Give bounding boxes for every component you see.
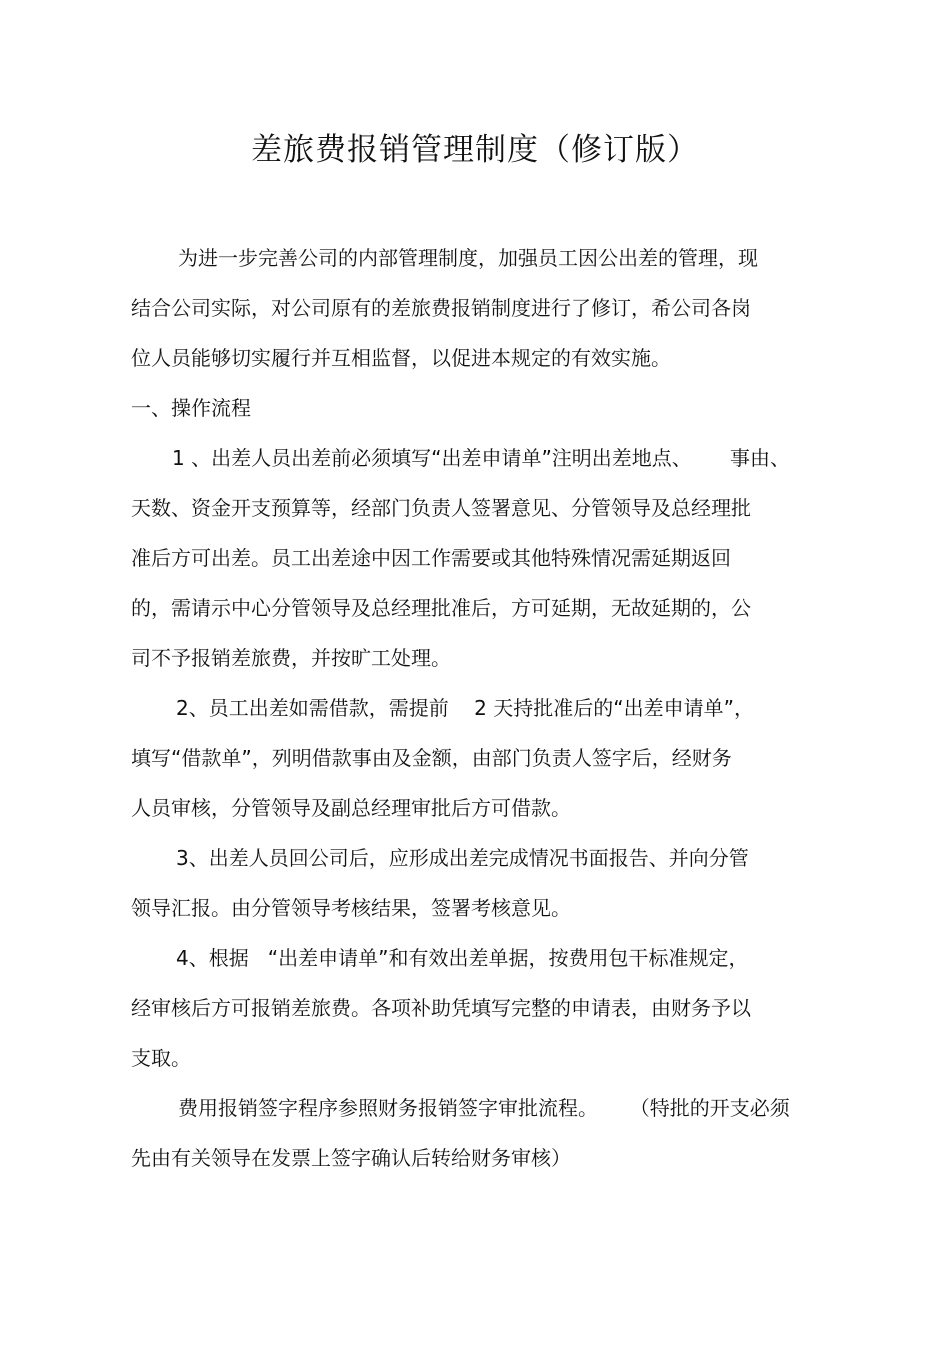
body-line: 位人员能够切实履行并互相监督，以促进本规定的有效实施。	[131, 346, 671, 370]
body-line: 领导汇报。由分管领导考核结果，签署考核意见。	[131, 896, 571, 920]
section-heading: 一、操作流程	[131, 396, 251, 420]
body-line: 1 、出差人员出差前必须填写“出差申请单”注明出差地点、 事由、	[172, 446, 790, 470]
body-line: 先由有关领导在发票上签字确认后转给财务审核）	[131, 1146, 571, 1170]
body-line: 准后方可出差。员工出差途中因工作需要或其他特殊情况需延期返回	[131, 546, 731, 570]
body-line: 2、员工出差如需借款，需提前 2 天持批准后的“出差申请单”，	[176, 696, 754, 720]
body-line: 司不予报销差旅费，并按旷工处理。	[131, 646, 451, 670]
body-line: 支取。	[131, 1046, 191, 1070]
body-line: 填写“借款单”，列明借款事由及金额，由部门负责人签字后，经财务	[131, 746, 732, 770]
body-line: 的，需请示中心分管领导及总经理批准后，方可延期，无故延期的，公	[131, 596, 751, 620]
body-line: 为进一步完善公司的内部管理制度，加强员工因公出差的管理，现	[178, 246, 758, 270]
body-line: 结合公司实际，对公司原有的差旅费报销制度进行了修订，希公司各岗	[131, 296, 751, 320]
body-line: 3、出差人员回公司后，应形成出差完成情况书面报告、并向分管	[176, 846, 749, 870]
body-line: 费用报销签字程序参照财务报销签字审批流程。 （特批的开支必须	[178, 1096, 790, 1120]
body-line: 天数、资金开支预算等，经部门负责人签署意见、分管领导及总经理批	[131, 496, 751, 520]
body-line: 人员审核，分管领导及副总经理审批后方可借款。	[131, 796, 571, 820]
body-line: 经审核后方可报销差旅费。各项补助凭填写完整的申请表，由财务予以	[131, 996, 751, 1020]
document-title: 差旅费报销管理制度（修订版）	[251, 132, 699, 168]
body-line: 4、根据 “出差申请单”和有效出差单据，按费用包干标准规定，	[176, 946, 749, 970]
